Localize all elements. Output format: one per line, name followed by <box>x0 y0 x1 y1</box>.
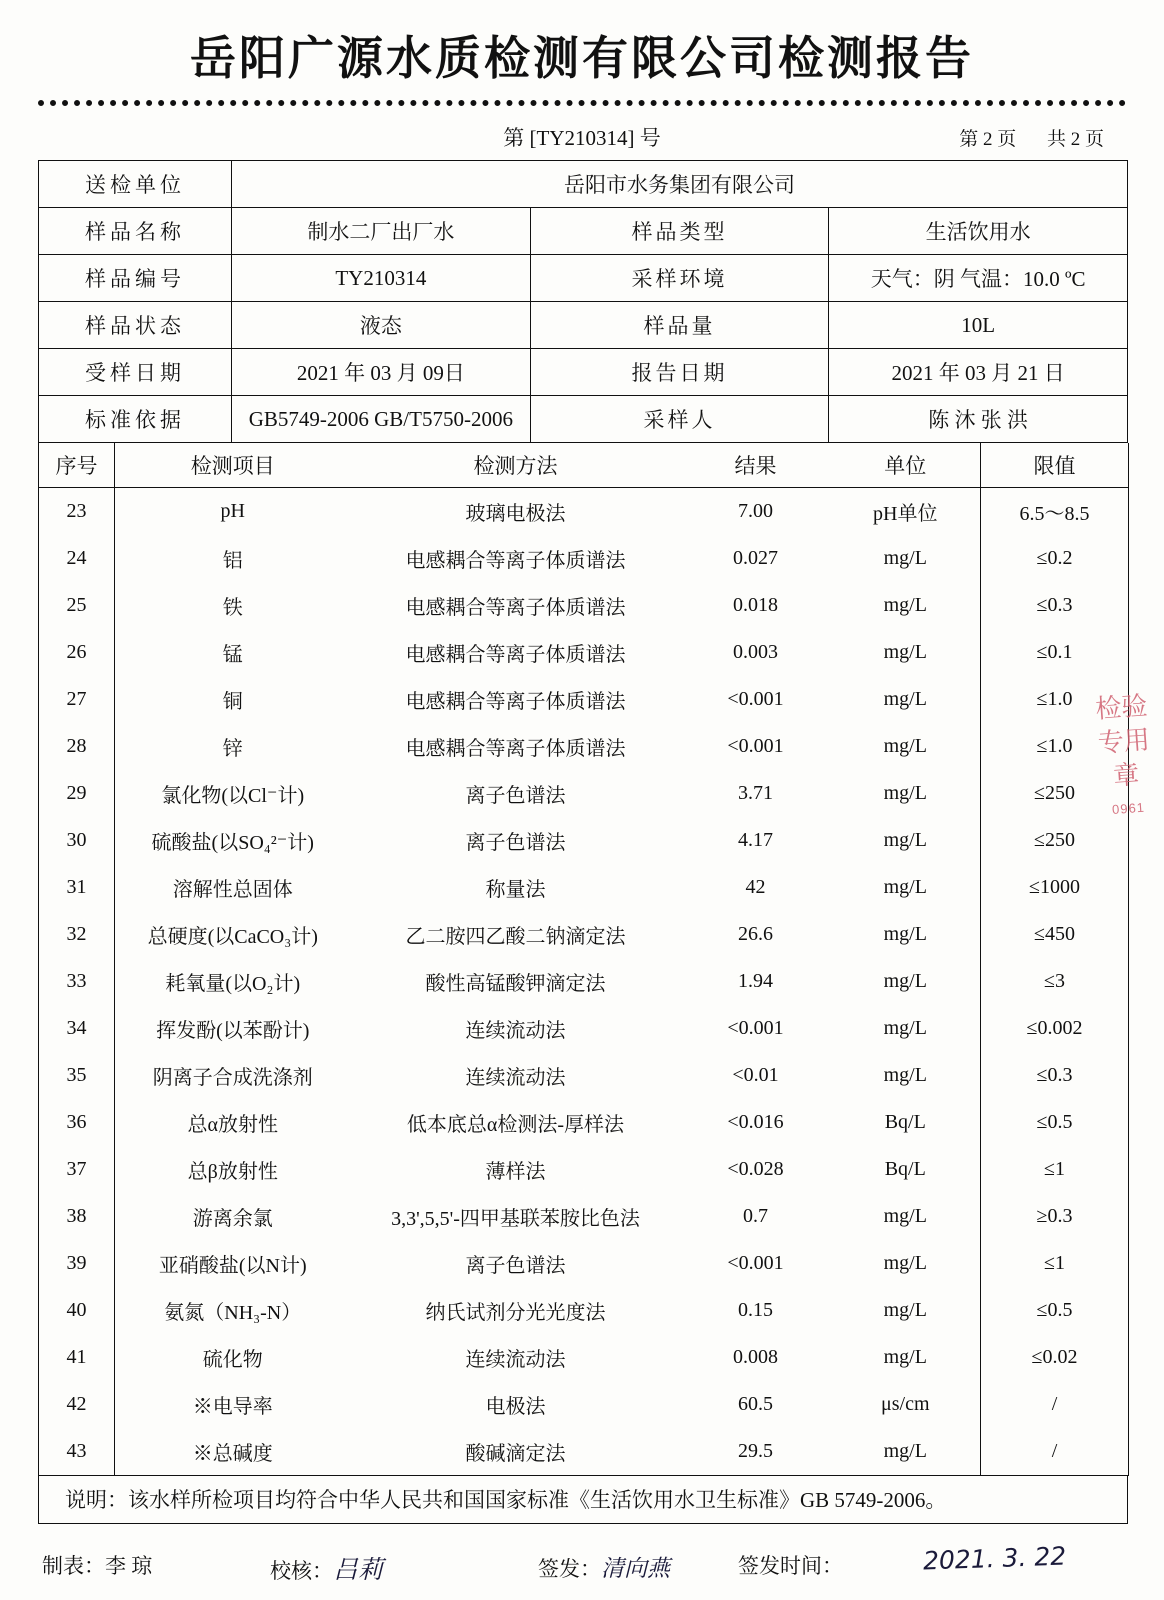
stamp-serial: 0961 <box>1111 799 1146 818</box>
cell-result: <0.028 <box>727 1158 784 1180</box>
cell-method: 电感耦合等离子体质谱法 <box>405 691 626 713</box>
table-row <box>39 723 1129 770</box>
cell-limit: ≤3 <box>981 958 1129 1005</box>
cell-result: <0.001 <box>727 688 784 710</box>
cell-item: 阴离子合成洗涤剂 <box>152 1067 313 1089</box>
table-row <box>39 629 1129 676</box>
footer-issuer-label: 签发： <box>538 1557 601 1581</box>
cell-unit: mg/L <box>883 735 927 757</box>
cell-unit: mg/L <box>883 782 927 804</box>
cell-no: 37 <box>39 1146 115 1193</box>
cell-method: 连续流动法 <box>465 1349 566 1371</box>
cell-unit: mg/L <box>883 1205 927 1227</box>
results-table <box>38 443 1129 1476</box>
cell-item: 总α放射性 <box>187 1114 278 1136</box>
cell-limit: ≥0.3 <box>981 1193 1129 1240</box>
meta-row-sample-state <box>39 302 1128 349</box>
meta-value-standard: GB5749-2006 GB/T5750-2006 <box>232 396 531 443</box>
cell-result: 0.008 <box>733 1346 778 1368</box>
cell-unit: mg/L <box>883 641 927 663</box>
cell-item: 游离余氯 <box>192 1208 273 1230</box>
report-code: 第 [TY210314] 号 <box>503 126 661 150</box>
cell-method: 连续流动法 <box>465 1020 566 1042</box>
meta-label-receive-date: 受样日期 <box>39 349 232 396</box>
cell-unit: mg/L <box>883 1064 927 1086</box>
cell-no: 32 <box>39 911 115 958</box>
table-row <box>39 1146 1129 1193</box>
table-row <box>39 1381 1129 1428</box>
cell-no: 31 <box>39 864 115 911</box>
table-row <box>39 817 1129 864</box>
cell-item: 锰 <box>222 644 243 666</box>
cell-result: 7.00 <box>738 500 773 522</box>
meta-value-sample-no: TY210314 <box>232 255 531 302</box>
meta-row-receive-date <box>39 349 1128 396</box>
meta-label-sample-amount: 样品量 <box>530 302 829 349</box>
results-header-row <box>39 443 1129 488</box>
col-header-limit: 限值 <box>981 443 1129 488</box>
page-current: 第 2 页 <box>959 129 1017 150</box>
cell-result: 60.5 <box>738 1393 773 1415</box>
cell-no: 41 <box>39 1334 115 1381</box>
cell-no: 28 <box>39 723 115 770</box>
table-row <box>39 1287 1129 1334</box>
cell-limit: ≤1 <box>981 1240 1129 1287</box>
footer <box>38 1534 1128 1598</box>
cell-no: 30 <box>39 817 115 864</box>
meta-value-client: 岳阳市水务集团有限公司 <box>232 161 1128 208</box>
meta-row-sample-no <box>39 255 1128 302</box>
cell-no: 39 <box>39 1240 115 1287</box>
cell-method: 酸碱滴定法 <box>351 1428 681 1476</box>
cell-unit: μs/cm <box>881 1393 930 1415</box>
cell-item: ※总碱度 <box>115 1428 351 1476</box>
meta-value-sample-state: 液态 <box>232 302 531 349</box>
table-row <box>39 1193 1129 1240</box>
cell-unit: mg/L <box>883 829 927 851</box>
meta-label-standard: 标准依据 <box>39 396 232 443</box>
cell-limit: ≤0.1 <box>981 629 1129 676</box>
issue-date-value: 2021. 3. 22 <box>922 1541 1067 1576</box>
meta-table <box>38 160 1128 443</box>
meta-row-standard <box>39 396 1128 443</box>
table-row <box>39 1334 1129 1381</box>
cell-no: 27 <box>39 676 115 723</box>
cell-method: 离子色谱法 <box>465 785 566 807</box>
cell-method: 薄样法 <box>485 1161 546 1183</box>
cell-limit: ≤1.0 <box>981 723 1129 770</box>
cell-method: 连续流动法 <box>465 1067 566 1089</box>
cell-no: 26 <box>39 629 115 676</box>
footer-issuer <box>538 1550 670 1583</box>
cell-unit: Bq/L <box>884 1158 926 1180</box>
table-row <box>39 1428 1129 1476</box>
cell-result: 0.003 <box>733 641 778 663</box>
cell-unit: mg/L <box>831 1428 981 1476</box>
meta-value-receive-date: 2021 年 03 月 09日 <box>232 349 531 396</box>
cell-no: 33 <box>39 958 115 1005</box>
cell-no: 23 <box>39 488 115 536</box>
cell-result: 26.6 <box>738 923 773 945</box>
cell-limit: ≤1000 <box>981 864 1129 911</box>
cell-method: 电感耦合等离子体质谱法 <box>405 597 626 619</box>
cell-unit: mg/L <box>883 1299 927 1321</box>
cell-unit: mg/L <box>883 970 927 992</box>
cell-no: 24 <box>39 535 115 582</box>
cell-result: 0.7 <box>743 1205 768 1227</box>
page-indicator <box>933 124 1104 151</box>
cell-item: pH <box>220 500 245 522</box>
meta-label-sample-type: 样品类型 <box>530 208 829 255</box>
cell-no: 38 <box>39 1193 115 1240</box>
cell-limit: ≤0.3 <box>981 1052 1129 1099</box>
cell-method: 酸性高锰酸钾滴定法 <box>425 973 606 995</box>
cell-unit: mg/L <box>883 594 927 616</box>
cell-no: 29 <box>39 770 115 817</box>
cell-no: 43 <box>39 1428 115 1476</box>
cell-result: 0.018 <box>733 594 778 616</box>
col-header-result: 结果 <box>734 454 777 478</box>
cell-limit: ≤0.2 <box>981 535 1129 582</box>
cell-limit: ≤0.3 <box>981 582 1129 629</box>
footer-checker-label: 校核： <box>270 1559 333 1583</box>
cell-method: 电感耦合等离子体质谱法 <box>405 644 626 666</box>
meta-label-sampling-env: 采样环境 <box>530 255 829 302</box>
meta-label-sampler: 采样人 <box>530 396 829 443</box>
cell-no: 40 <box>39 1287 115 1334</box>
cell-unit: mg/L <box>883 688 927 710</box>
note-text: 说明：该水样所检项目均符合中华人民共和国国家标准《生活饮用水卫生标准》GB 5749-2006。 <box>38 1476 1128 1524</box>
cell-result: 0.027 <box>733 547 778 569</box>
col-header-item: 检测项目 <box>190 454 275 478</box>
cell-limit: / <box>981 1381 1129 1428</box>
col-header-unit: 单位 <box>884 454 927 478</box>
cell-method: 离子色谱法 <box>465 1255 566 1277</box>
cell-unit: Bq/L <box>884 1111 926 1133</box>
meta-value-sample-name: 制水二厂出厂水 <box>232 208 531 255</box>
cell-result: <0.001 <box>727 1017 784 1039</box>
cell-item: 总硬度(以CaCO₃计) <box>147 926 318 948</box>
cell-limit: ≤450 <box>981 911 1129 958</box>
meta-label-sample-name: 样品名称 <box>39 208 232 255</box>
cell-unit: mg/L <box>883 1346 927 1368</box>
footer-checker <box>270 1550 383 1586</box>
meta-label-sample-state: 样品状态 <box>39 302 232 349</box>
table-row <box>39 488 1129 536</box>
cell-method: 电感耦合等离子体质谱法 <box>405 738 626 760</box>
cell-item: 铝 <box>222 550 243 572</box>
cell-limit: / <box>981 1428 1129 1476</box>
cell-unit: mg/L <box>883 1017 927 1039</box>
cell-method: 电极法 <box>485 1396 546 1418</box>
table-row <box>39 1099 1129 1146</box>
table-row <box>39 770 1129 817</box>
cell-result: 0.15 <box>738 1299 773 1321</box>
cell-item: 硫酸盐(以SO₄²⁻计) <box>151 832 314 854</box>
cell-unit: mg/L <box>883 876 927 898</box>
cell-item: 氨氮（NH₃-N） <box>164 1302 302 1324</box>
cell-item: 挥发酚(以苯酚计) <box>156 1020 310 1042</box>
cell-item: 溶解性总固体 <box>172 879 293 901</box>
cell-result: <0.016 <box>727 1111 784 1133</box>
cell-result: <0.01 <box>732 1064 779 1086</box>
meta-value-sampling-env: 天气：阴 气温：10.0 ºC <box>829 255 1128 302</box>
table-row <box>39 1240 1129 1287</box>
meta-row-client <box>39 161 1128 208</box>
cell-result: 3.71 <box>738 782 773 804</box>
table-row <box>39 1005 1129 1052</box>
cell-limit: ≤250 <box>981 770 1129 817</box>
page-total: 共 2 页 <box>1046 129 1104 150</box>
cell-result: 42 <box>745 876 766 898</box>
issuer-signature: 清向燕 <box>601 1556 670 1582</box>
cell-limit: ≤0.02 <box>981 1334 1129 1381</box>
cell-unit: mg/L <box>883 547 927 569</box>
cell-method: 离子色谱法 <box>465 832 566 854</box>
cell-limit: ≤0.5 <box>981 1287 1129 1334</box>
cell-limit: ≤1 <box>981 1146 1129 1193</box>
cell-item: 铜 <box>222 691 243 713</box>
table-row <box>39 1052 1129 1099</box>
cell-item: 总β放射性 <box>187 1161 278 1183</box>
cell-item: 氯化物(以Cl⁻计) <box>161 785 305 807</box>
meta-label-client: 送检单位 <box>39 161 232 208</box>
cell-method: 玻璃电极法 <box>465 503 566 525</box>
cell-method: 电感耦合等离子体质谱法 <box>405 550 626 572</box>
cell-result: <0.001 <box>727 1252 784 1274</box>
meta-label-sample-no: 样品编号 <box>39 255 232 302</box>
report-subheader <box>38 116 1126 156</box>
cell-unit: mg/L <box>883 1252 927 1274</box>
cell-limit: ≤1.0 <box>981 676 1129 723</box>
meta-value-sample-type: 生活饮用水 <box>829 208 1128 255</box>
cell-no: 25 <box>39 582 115 629</box>
table-row <box>39 676 1129 723</box>
cell-limit: ≤0.5 <box>981 1099 1129 1146</box>
cell-method: 低本底总α检测法-厚样法 <box>406 1114 625 1136</box>
cell-item: 铁 <box>222 597 243 619</box>
meta-label-report-date: 报告日期 <box>530 349 829 396</box>
table-row <box>39 864 1129 911</box>
meta-value-report-date: 2021 年 03 月 21 日 <box>829 349 1128 396</box>
title-divider <box>38 100 1126 106</box>
cell-item: 亚硝酸盐(以N计) <box>158 1255 307 1277</box>
cell-result: 29.5 <box>681 1428 831 1476</box>
cell-limit: 6.5～8.5 <box>981 488 1129 536</box>
cell-method: 称量法 <box>485 879 546 901</box>
checker-signature: 吕莉 <box>333 1555 384 1584</box>
meta-value-sampler: 陈 沐 张 洪 <box>829 396 1128 443</box>
col-header-no: 序号 <box>39 443 115 488</box>
cell-limit: ≤0.002 <box>981 1005 1129 1052</box>
cell-item: 硫化物 <box>202 1349 263 1371</box>
footer-issue-date-label: 签发时间： <box>738 1554 843 1578</box>
cell-no: 35 <box>39 1052 115 1099</box>
cell-item: 耗氧量(以O₂计) <box>165 973 301 995</box>
cell-result: <0.001 <box>727 735 784 757</box>
cell-unit: pH单位 <box>873 503 938 525</box>
footer-maker: 制表：李 琼 <box>42 1554 153 1578</box>
cell-limit: ≤250 <box>981 817 1129 864</box>
cell-no: 34 <box>39 1005 115 1052</box>
meta-row-sample-name <box>39 208 1128 255</box>
cell-result: 4.17 <box>738 829 773 851</box>
table-row <box>39 535 1129 582</box>
cell-method: 纳氏试剂分光光度法 <box>425 1302 606 1324</box>
cell-unit: mg/L <box>883 923 927 945</box>
cell-item: ※电导率 <box>192 1396 273 1418</box>
table-row <box>39 582 1129 629</box>
meta-value-sample-amount: 10L <box>829 302 1128 349</box>
stamp-text: 检验专用章 <box>1094 690 1151 791</box>
cell-method: 乙二胺四乙酸二钠滴定法 <box>405 926 626 948</box>
cell-no: 36 <box>39 1099 115 1146</box>
table-row <box>39 958 1129 1005</box>
col-header-method: 检测方法 <box>473 454 558 478</box>
cell-no: 42 <box>39 1381 115 1428</box>
page-title: 岳阳广源水质检测有限公司检测报告 <box>190 32 974 84</box>
table-row <box>39 911 1129 958</box>
cell-method: 3,3',5,5'-四甲基联苯胺比色法 <box>391 1208 640 1230</box>
cell-result: 1.94 <box>738 970 773 992</box>
cell-item: 锌 <box>222 738 243 760</box>
